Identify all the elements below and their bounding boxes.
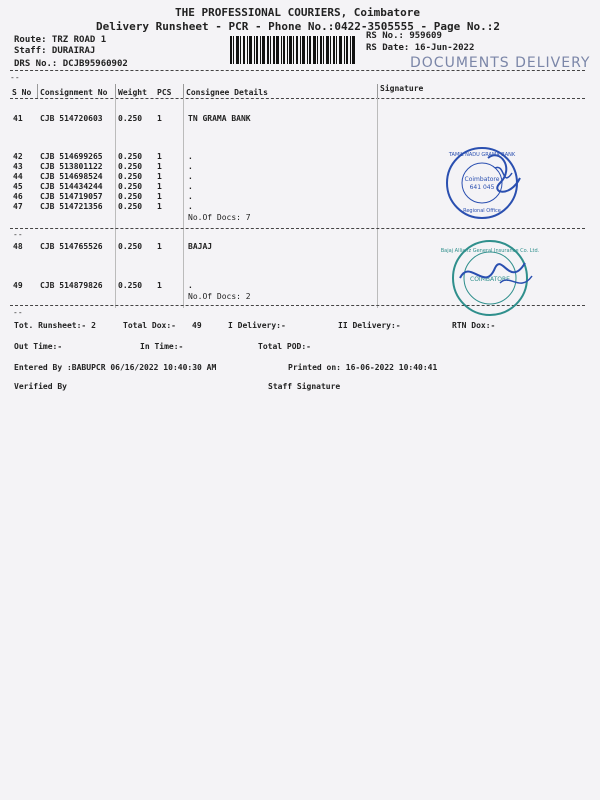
staff-signature: Staff Signature	[268, 382, 341, 391]
company-name: THE PROFESSIONAL COURIERS, Coimbatore	[175, 6, 421, 19]
stamp1-top: TAMIL NADU GRAMA BANK	[448, 152, 516, 158]
ii-delivery: II Delivery:-	[338, 321, 401, 330]
row-consignment: CJB 514721356	[40, 202, 103, 211]
total-runsheet: Tot. Runsheet:- 2	[14, 321, 96, 330]
verified-by: Verified By	[14, 382, 67, 391]
docs-count: No.Of Docs: 7	[188, 213, 251, 222]
row-weight: 0.250	[118, 242, 143, 251]
row-pcs: 1	[157, 182, 162, 191]
rs-date: RS Date: 16-Jun-2022	[366, 43, 475, 53]
runsheet-title: Delivery Runsheet - PCR - Phone No.:0422-3505555 - Page No.:2	[96, 20, 500, 33]
row-consignment: CJB 514719057	[40, 192, 103, 201]
row-consignee: .	[188, 162, 193, 171]
divider-top	[10, 70, 585, 71]
row-consignee: .	[188, 192, 193, 201]
total-dox-value: 49	[192, 321, 202, 330]
table-row	[0, 114, 600, 124]
row-consignment: CJB 514699265	[40, 152, 103, 161]
row-sno: 49	[13, 281, 23, 290]
col-sep	[377, 84, 378, 98]
row-pcs: 1	[157, 281, 162, 290]
rtn-dox: RTN Dox:-	[452, 321, 496, 330]
out-time: Out Time:-	[14, 342, 63, 351]
row-pcs: 1	[157, 202, 162, 211]
stamp2-center: COIMBATORE	[470, 276, 510, 283]
stamp1-pin: 641 045	[469, 184, 495, 191]
grama-bank-stamp	[440, 138, 530, 228]
rs-number: RS No.: 959609	[366, 31, 442, 41]
col-pcs: PCS	[157, 88, 172, 97]
col-sno: S No	[12, 88, 32, 97]
printed-on: Printed on: 16-06-2022 10:40:41	[288, 363, 438, 372]
row-pcs: 1	[157, 162, 162, 171]
row-sno: 47	[13, 202, 23, 211]
bajaj-stamp-graphic	[440, 238, 550, 318]
row-sno: 46	[13, 192, 23, 201]
row-weight: 0.250	[118, 172, 143, 181]
row-consignee: .	[188, 202, 193, 211]
row-pcs: 1	[157, 242, 162, 251]
col-consignment: Consignment No	[40, 88, 108, 97]
row-pcs: 1	[157, 172, 162, 181]
row-weight: 0.250	[118, 114, 143, 123]
row-consignee: BAJAJ	[188, 242, 213, 251]
row-pcs: 1	[157, 114, 162, 123]
col-sep	[37, 84, 38, 98]
row-consignment: CJB 513801122	[40, 162, 103, 171]
group-divider-mark: --	[13, 230, 23, 239]
row-pcs: 1	[157, 152, 162, 161]
bajaj-allianz-stamp	[440, 238, 550, 318]
col-sep	[115, 84, 116, 98]
row-weight: 0.250	[118, 182, 143, 191]
col-sep	[183, 84, 184, 98]
staff-label: Staff: DURAIRAJ	[14, 46, 96, 56]
stamp2-ring: Bajaj Allianz General Insurance Co. Ltd.	[440, 248, 540, 254]
divider-header	[10, 98, 585, 99]
row-consignment: CJB 514720603	[40, 114, 103, 123]
row-consignment: CJB 514698524	[40, 172, 103, 181]
row-sno: 48	[13, 242, 23, 251]
divider-mark: --	[10, 73, 20, 82]
barcode-graphic	[230, 36, 355, 64]
row-consignee: TN GRAMA BANK	[188, 114, 251, 123]
col-weight: Weight	[118, 88, 147, 97]
row-pcs: 1	[157, 192, 162, 201]
row-consignment: CJB 514765526	[40, 242, 103, 251]
barcode	[230, 36, 355, 64]
route-label: Route: TRZ ROAD 1	[14, 35, 107, 45]
stamp1-city: Coimbatore	[464, 176, 500, 183]
col-signature: Signature	[380, 84, 424, 93]
in-time: In Time:-	[140, 342, 184, 351]
documents-delivery-stamp: DOCUMENTS DELIVERY	[410, 55, 591, 71]
row-sno: 44	[13, 172, 23, 181]
row-weight: 0.250	[118, 192, 143, 201]
row-consignee: .	[188, 182, 193, 191]
group-divider	[10, 228, 585, 229]
row-weight: 0.250	[118, 281, 143, 290]
docs-count: No.Of Docs: 2	[188, 292, 251, 301]
group-divider-mark: --	[13, 308, 23, 317]
row-weight: 0.250	[118, 152, 143, 161]
entered-by: Entered By :BABUPCR 06/16/2022 10:40:30 AM	[14, 363, 217, 372]
stamp1-bottom: Regional Office	[463, 208, 501, 214]
col-consignee: Consignee Details	[186, 88, 268, 97]
total-pod: Total POD:-	[258, 342, 311, 351]
drs-number: DRS No.: DCJB95960902	[14, 59, 128, 69]
row-sno: 41	[13, 114, 23, 123]
row-weight: 0.250	[118, 162, 143, 171]
row-consignment: CJB 514434244	[40, 182, 103, 191]
row-weight: 0.250	[118, 202, 143, 211]
row-sno: 42	[13, 152, 23, 161]
total-dox-label: Total Dox:-	[123, 321, 176, 330]
grama-bank-stamp-graphic	[440, 138, 530, 228]
row-consignment: CJB 514879826	[40, 281, 103, 290]
row-sno: 45	[13, 182, 23, 191]
row-consignee: .	[188, 281, 193, 290]
row-sno: 43	[13, 162, 23, 171]
row-consignee: .	[188, 172, 193, 181]
row-consignee: .	[188, 152, 193, 161]
i-delivery: I Delivery:-	[228, 321, 286, 330]
